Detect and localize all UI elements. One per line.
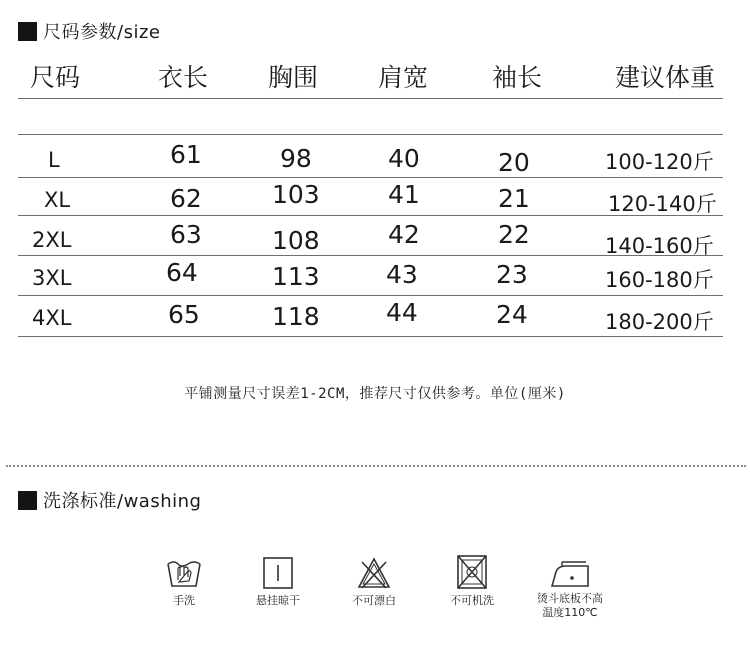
cell-size: 3XL — [32, 266, 72, 290]
size-table-header — [18, 58, 723, 98]
cell-shoulder: 41 — [388, 180, 420, 209]
cell-size: 2XL — [32, 228, 72, 252]
iron-low-icon — [548, 560, 592, 590]
size-section-title: 尺码参数/size — [43, 22, 161, 43]
col-length: 衣长 — [158, 63, 209, 92]
cell-sleeve: 24 — [496, 300, 528, 329]
cell-length: 63 — [170, 220, 202, 249]
col-chest: 胸围 — [268, 63, 319, 92]
care-item-iron — [530, 548, 610, 620]
cell-chest: 98 — [280, 144, 312, 173]
care-item-hand-wash — [144, 548, 224, 608]
washing-section-header — [18, 487, 201, 513]
cell-chest: 118 — [272, 302, 320, 331]
cell-chest: 113 — [272, 262, 320, 291]
cell-size: L — [48, 148, 60, 172]
cell-sleeve: 21 — [498, 184, 530, 213]
hand-wash-icon — [164, 554, 204, 590]
cell-weight: 120-140斤 — [608, 192, 717, 216]
care-label: 不可漂白 — [352, 594, 396, 607]
section-marker — [18, 22, 37, 41]
col-size: 尺码 — [30, 63, 81, 92]
cell-sleeve: 22 — [498, 220, 530, 249]
divider — [18, 255, 723, 256]
care-label: 手洗 — [173, 594, 195, 607]
no-bleach-icon — [356, 556, 392, 590]
cell-size: XL — [44, 188, 71, 212]
table-row — [18, 298, 723, 334]
size-section-header — [18, 18, 160, 44]
cell-shoulder: 40 — [388, 144, 420, 173]
no-machine-wash-icon — [456, 554, 488, 590]
cell-weight: 160-180斤 — [605, 268, 714, 292]
cell-size: 4XL — [32, 306, 72, 330]
divider — [18, 134, 723, 135]
divider — [18, 98, 723, 99]
table-row — [18, 180, 723, 216]
col-weight: 建议体重 — [615, 63, 716, 92]
cell-sleeve: 20 — [498, 148, 530, 177]
table-row — [18, 140, 723, 176]
care-item-no-bleach — [334, 548, 414, 608]
care-item-no-machine-wash — [432, 548, 512, 608]
washing-section-title: 洗涤标准/washing — [43, 491, 202, 512]
cell-shoulder: 42 — [388, 220, 420, 249]
care-label: 不可机洗 — [450, 594, 494, 607]
divider — [18, 177, 723, 178]
divider — [18, 295, 723, 296]
care-label: 悬挂晾干 — [256, 594, 300, 607]
care-label: 烫斗底板不高 温度110℃ — [537, 592, 603, 619]
cell-length: 64 — [166, 258, 198, 287]
hang-dry-icon — [262, 556, 294, 590]
cell-weight: 180-200斤 — [605, 310, 714, 334]
cell-length: 61 — [170, 140, 202, 169]
care-item-hang-dry — [238, 548, 318, 608]
col-sleeve: 袖长 — [492, 63, 543, 92]
divider — [18, 215, 723, 216]
divider — [18, 336, 723, 337]
measurement-note: 平铺测量尺寸误差1-2CM，推荐尺寸仅供参考。单位(厘米) — [184, 386, 566, 402]
cell-shoulder: 43 — [386, 260, 418, 289]
cell-length: 65 — [168, 300, 200, 329]
col-shoulder: 肩宽 — [378, 63, 429, 92]
cell-weight: 140-160斤 — [605, 234, 714, 258]
section-separator — [6, 465, 746, 467]
table-row — [18, 220, 723, 256]
cell-chest: 108 — [272, 226, 320, 255]
cell-length: 62 — [170, 184, 202, 213]
section-marker — [18, 491, 37, 510]
cell-weight: 100-120斤 — [605, 150, 714, 174]
table-row — [18, 258, 723, 294]
cell-shoulder: 44 — [386, 298, 418, 327]
cell-chest: 103 — [272, 180, 320, 209]
cell-sleeve: 23 — [496, 260, 528, 289]
